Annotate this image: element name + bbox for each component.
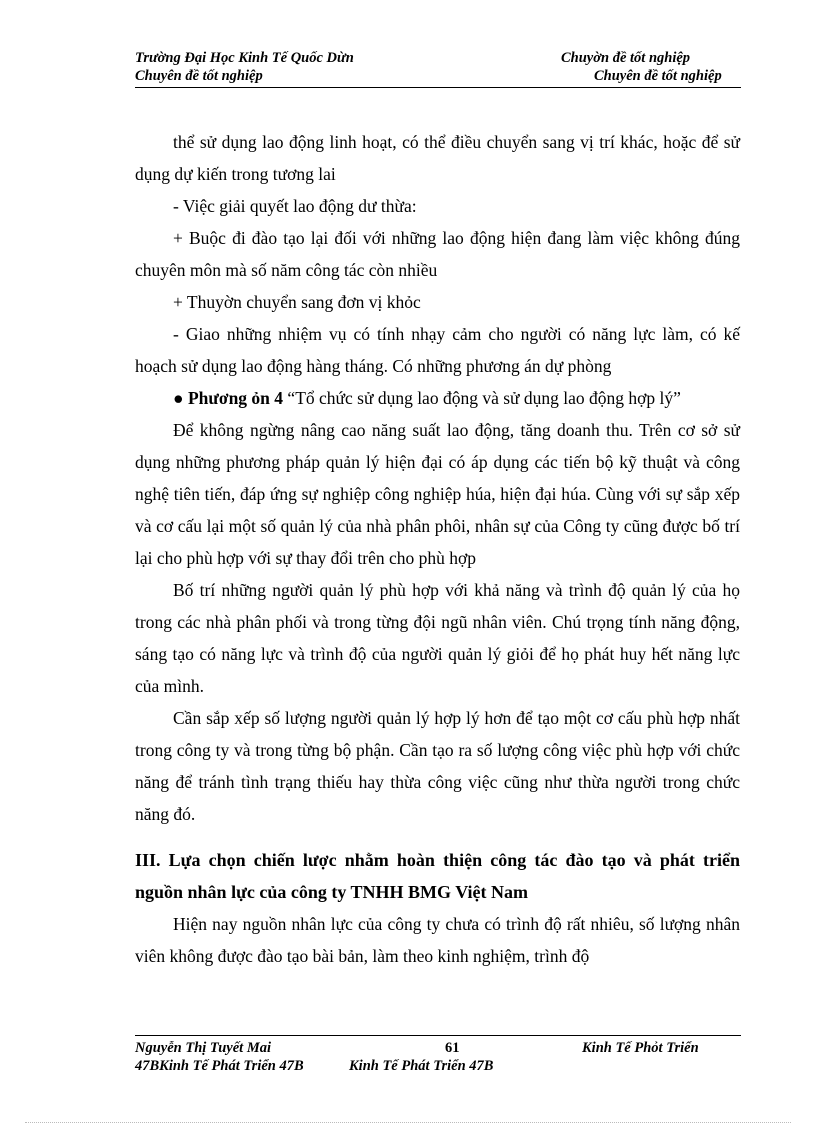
page-number: 61 xyxy=(445,1040,460,1056)
header-title: Chuyờn đề tốt nghiệp xyxy=(561,50,691,66)
option-title: “Tổ chức sử dụng lao động và sử dụng lao động hợp lý” xyxy=(283,388,681,408)
header-rule xyxy=(135,87,741,88)
document-body xyxy=(135,126,740,972)
paragraph: + Thuyờn chuyển sang đơn vị khỏc xyxy=(173,292,421,312)
section-heading: III. Lựa chọn chiến lược nhằm hoàn thiện công tác đào tạo và phát triển nguồn nhân lực của công ty TNHH BMG Việt Nam xyxy=(135,850,740,902)
bullet-icon: ● xyxy=(173,388,184,408)
header-title-repeat-right: Chuyên đề tốt nghiệp xyxy=(594,68,722,84)
paragraph: Cần sắp xếp số lượng người quản lý hợp lý hơn để tạo một cơ cấu phù hợp nhất trong công ty và trong từng bộ phận. Cần tạo ra số lượng công việc phù hợp với chức năng để tránh tình trạng thiếu hay thừa công việc cũng như thừa người trong chức năng đó. xyxy=(135,708,740,824)
header-school-name: Trường Đại Học Kinh Tế Quốc Dừn xyxy=(135,50,354,66)
footer-class: 47BKinh Tế Phát Triển 47B xyxy=(135,1058,304,1074)
paragraph: Bố trí những người quản lý phù hợp với khả năng và trình độ quản lý của họ trong các nhà phân phối và trong từng đội ngũ nhân viên. Chú trọng tính năng động, sáng tạo có năng lực và trình độ của người quản lý giỏi để họ phát huy hết năng lực của mình. xyxy=(135,580,740,696)
footer-rule xyxy=(135,1035,741,1036)
paragraph: Để không ngừng nâng cao năng suất lao động, tăng doanh thu. Trên cơ sở sử dụng những phương pháp quản lý hiện đại có áp dụng các tiến bộ kỹ thuật và công nghệ tiên tiến, đáp ứng sự nghiệp công nghiệp húa, hiện đại húa. Cùng với sự sắp xếp và cơ cấu lại một số quản lý của nhà phân phôi, nhân sự của Công ty cũng được bố trí lại cho phù hợp với sự thay đổi trên cho phù hợp xyxy=(135,420,740,568)
header-title-repeat: Chuyên đề tốt nghiệp xyxy=(135,68,263,84)
footer-department: Kinh Tế Phỏt Triển xyxy=(582,1040,699,1056)
paragraph: - Giao những nhiệm vụ có tính nhạy cảm cho người có năng lực làm, có kế hoạch sử dụng lao động hàng tháng. Có những phương án dự phòng xyxy=(135,324,740,376)
footer-class-2: Kinh Tế Phát Triển 47B xyxy=(349,1058,494,1074)
option-label: Phương ỏn 4 xyxy=(187,388,284,408)
paragraph: Hiện nay nguồn nhân lực của công ty chưa có trình độ rất nhiêu, số lượng nhân viên không được đào tạo bài bản, làm theo kinh nghiệm, trình độ xyxy=(135,914,740,966)
paragraph: - Việc giải quyết lao động dư thừa: xyxy=(173,196,417,216)
option-heading xyxy=(135,382,740,414)
paragraph: + Buộc đi đào tạo lại đối với những lao động hiện đang làm việc không đúng chuyên môn mà số năm công tác còn nhiều xyxy=(135,228,740,280)
paragraph: thể sử dụng lao động linh hoạt, có thể điều chuyển sang vị trí khác, hoặc để sử dụng dự kiến trong tương lai xyxy=(135,132,740,184)
footer-author: Nguyễn Thị Tuyết Mai xyxy=(135,1040,272,1056)
